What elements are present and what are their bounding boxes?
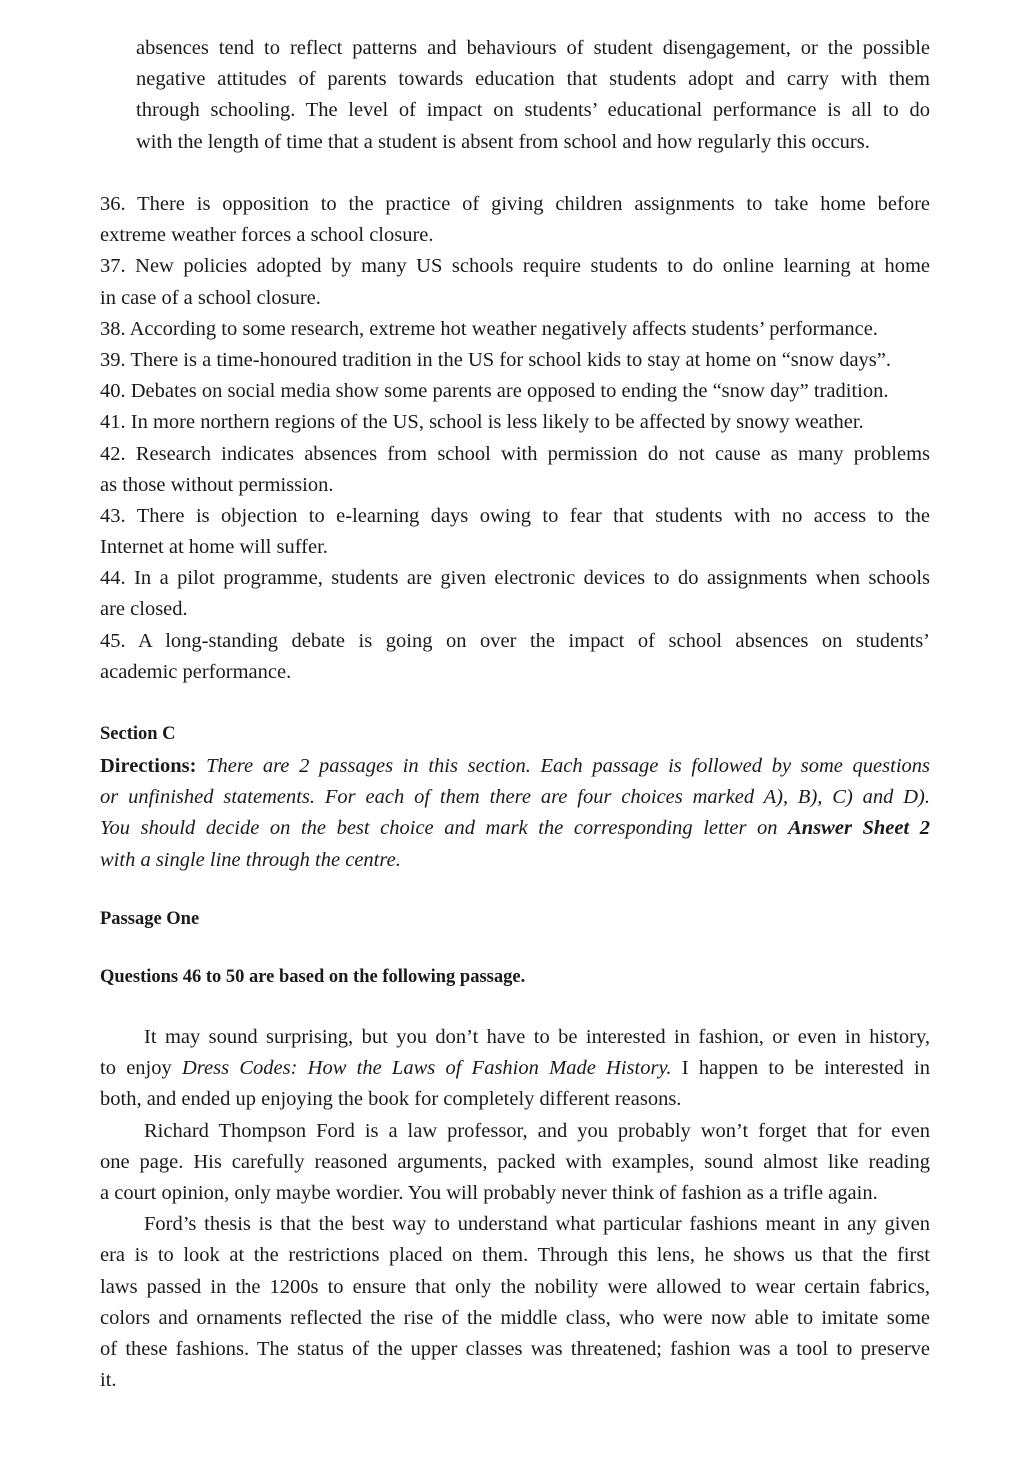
paragraph <box>100 1022 930 1116</box>
text-line: era is to look at the restrictions placed on them. Through this lens, he shows us that the first <box>100 1244 930 1267</box>
text-line: 38. According to some research, extreme hot weather negatively affects students’ performance. <box>100 317 878 340</box>
section-c-heading <box>100 719 930 750</box>
text-segment: Answer Sheet 2 <box>788 817 930 840</box>
text-line: in case of a school closure. <box>100 286 321 309</box>
directions <box>100 751 930 876</box>
paragraph <box>100 904 930 935</box>
text-line <box>100 813 930 844</box>
text-line: 43. There is objection to e-learning days owing to fear that students with no access to the <box>100 504 930 527</box>
text-line: through schooling. The level of impact on students’ educational performance is all to do <box>136 99 930 122</box>
paragraph <box>100 751 930 876</box>
paragraph <box>100 1209 930 1396</box>
statement-item <box>100 501 930 563</box>
text-segment: There are 2 passages in this section. Each passage is followed by some questions <box>206 755 930 777</box>
text-segment: Dress Codes: How the Laws of Fashion Made History. <box>182 1057 672 1080</box>
text-line: 44. In a pilot programme, students are given electronic devices to do assignments when schools <box>100 567 930 590</box>
text-line: Passage One <box>100 909 200 929</box>
text-line <box>100 782 930 813</box>
text-line: 37. New policies adopted by many US schools require students to do online learning at home <box>100 255 930 278</box>
statement-item <box>100 626 930 688</box>
statement-item <box>100 563 930 625</box>
text-line: both, and ended up enjoying the book for completely different reasons. <box>100 1088 682 1111</box>
text-line: a court opinion, only maybe wordier. You will probably never think of fashion as a trifle again. <box>100 1181 878 1204</box>
text-line: are closed. <box>100 598 188 621</box>
text-segment: You should decide on the best choice and mark the corresponding letter on <box>100 817 789 840</box>
text-line <box>100 845 930 876</box>
text-line: 39. There is a time-honoured tradition in the US for school kids to stay at home on “snow days”. <box>100 348 892 371</box>
text-line <box>100 751 930 782</box>
text-segment: to enjoy <box>100 1057 182 1080</box>
text-line: as those without permission. <box>100 473 334 496</box>
text-line: Internet at home will suffer. <box>100 536 328 559</box>
text-line: 40. Debates on social media show some parents are opposed to ending the “snow day” tradition. <box>100 380 889 403</box>
statement-item <box>100 314 930 345</box>
statement-item <box>100 189 930 251</box>
continuation-paragraph <box>136 33 930 158</box>
text-line <box>100 1053 930 1084</box>
statement-item <box>100 439 930 501</box>
text-line: colors and ornaments reflected the rise of the middle class, who were now able to imitate some <box>100 1306 930 1329</box>
text-line: Questions 46 to 50 are based on the following passage. <box>100 967 526 987</box>
passage-body <box>100 1022 930 1396</box>
text-line: 41. In more northern regions of the US, school is less likely to be affected by snowy weather. <box>100 411 864 434</box>
paragraph <box>136 33 930 158</box>
text-line: Richard Thompson Ford is a law professor, and you probably won’t forget that for even <box>144 1119 930 1142</box>
statements-list <box>100 189 930 688</box>
text-line: one page. His carefully reasoned arguments, packed with examples, sound almost like reading <box>100 1150 930 1173</box>
text-line: absences tend to reflect patterns and behaviours of student disengagement, or the possible <box>136 37 930 59</box>
text-line: negative attitudes of parents towards education that students adopt and carry with them <box>136 68 930 91</box>
text-segment: or unfinished statements. For each of them there are four choices marked A), B), C) and D). <box>100 786 930 809</box>
passage-one-heading <box>100 904 930 935</box>
questions-heading <box>100 962 930 993</box>
paragraph <box>100 1116 930 1210</box>
text-line: academic performance. <box>100 660 292 683</box>
statement-item <box>100 251 930 313</box>
text-line: of these fashions. The status of the upper classes was threatened; fashion was a tool to preserve <box>100 1337 930 1360</box>
text-line: extreme weather forces a school closure. <box>100 224 434 247</box>
text-line: Ford’s thesis is that the best way to understand what particular fashions meant in any given <box>144 1213 930 1236</box>
text-segment: I happen to be interested in <box>671 1057 930 1080</box>
text-line: laws passed in the 1200s to ensure that only the nobility were allowed to wear certain fabrics, <box>100 1275 930 1298</box>
statement-item <box>100 345 930 376</box>
text-line: 36. There is opposition to the practice of giving children assignments to take home before <box>100 193 930 215</box>
statement-item <box>100 407 930 438</box>
paragraph <box>100 719 930 750</box>
paragraph <box>100 962 930 993</box>
statement-item <box>100 376 930 407</box>
text-line: 42. Research indicates absences from school with permission do not cause as many problems <box>100 442 930 465</box>
text-line: Section C <box>100 724 176 744</box>
text-line: it. <box>100 1369 117 1392</box>
text-line: It may sound surprising, but you don’t have to be interested in fashion, or even in history, <box>144 1026 930 1048</box>
text-segment: Directions: <box>100 755 207 777</box>
text-line: 45. A long-standing debate is going on over the impact of school absences on students’ <box>100 629 930 652</box>
text-line: with the length of time that a student is absent from school and how regularly this occurs. <box>136 130 870 153</box>
text-segment: with a single line through the centre. <box>100 848 401 871</box>
